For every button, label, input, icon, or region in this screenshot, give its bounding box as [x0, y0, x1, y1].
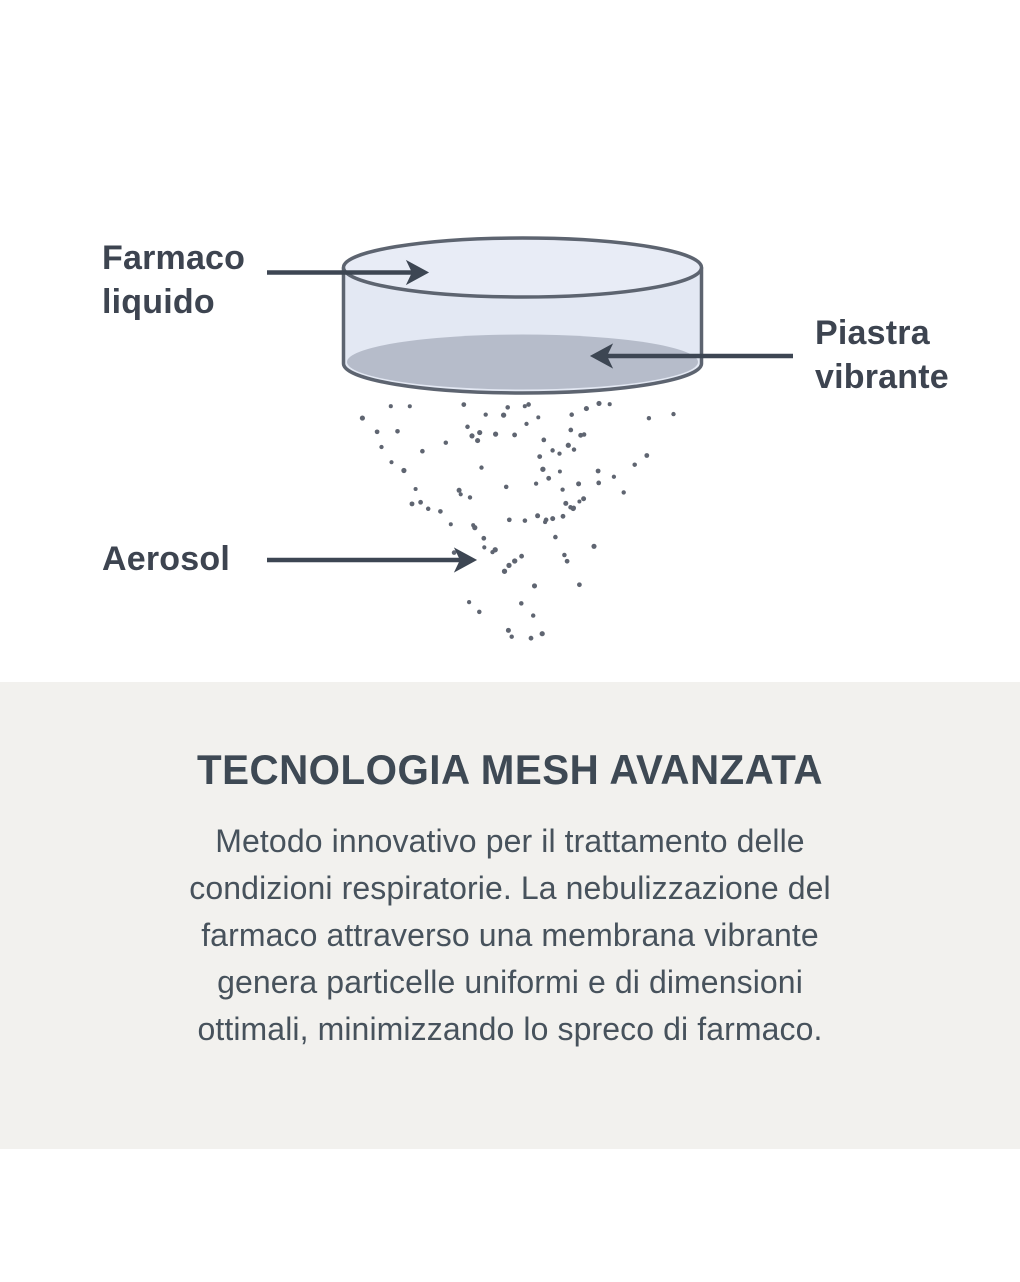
aerosol-dot — [469, 433, 474, 438]
aerosol-dot — [647, 416, 651, 420]
aerosol-dot — [475, 438, 480, 443]
liquid-drug-label-line2: liquido — [102, 283, 215, 321]
aerosol-dot — [481, 536, 486, 541]
aerosol-dot — [379, 445, 383, 449]
aerosol-dot — [426, 507, 431, 512]
aerosol-dot — [461, 402, 466, 407]
aerosol-dot — [596, 469, 601, 474]
aerosol-dot — [444, 440, 448, 444]
aerosol-dot — [543, 520, 547, 524]
aerosol-dot — [537, 454, 542, 459]
liquid-surface — [344, 238, 702, 297]
aerosol-dot — [408, 404, 412, 408]
vibrating-plate-label-line2: vibrante — [815, 358, 949, 396]
aerosol-dot — [410, 501, 415, 506]
aerosol-dot — [561, 514, 566, 519]
body-line: Metodo innovativo per il trattamento delle — [215, 823, 805, 859]
liquid-drug-label-line1: Farmaco — [102, 239, 246, 277]
aerosol-dot — [577, 500, 581, 504]
aerosol-dot — [576, 481, 581, 486]
body-line: farmaco attraverso una membrana vibrante — [201, 917, 819, 953]
aerosol-dot — [557, 451, 561, 455]
aerosol-dot — [479, 465, 483, 469]
aerosol-dot — [389, 404, 393, 408]
aerosol-dot — [596, 401, 601, 406]
aerosol-dot — [550, 516, 555, 521]
aerosol-dot — [414, 487, 418, 491]
aerosol-dot — [534, 481, 538, 485]
aerosol-dot — [572, 506, 576, 510]
liquid-drug-label — [102, 236, 245, 324]
aerosol-dot — [504, 485, 509, 490]
aerosol-dot — [418, 500, 423, 505]
aerosol-dot — [577, 582, 582, 587]
aerosol-dot — [493, 432, 498, 437]
aerosol-dot — [523, 404, 527, 408]
aerosol-dot — [553, 535, 558, 540]
aerosol-dot — [493, 547, 498, 552]
body-line: condizioni respiratorie. La nebulizzazione del — [189, 870, 831, 906]
aerosol-dot — [535, 513, 540, 518]
vibrating-plate-label — [815, 311, 949, 399]
aerosol-dot — [505, 405, 510, 410]
aerosol-dot — [581, 496, 586, 501]
aerosol-dot — [395, 429, 400, 434]
aerosol-dot — [572, 447, 576, 451]
aerosol-dot — [524, 422, 528, 426]
aerosol-arrow — [267, 549, 476, 572]
aerosol-dot — [568, 428, 573, 433]
aerosol-dot — [541, 438, 546, 443]
aerosol-dot — [596, 481, 601, 486]
aerosol-dot — [449, 522, 453, 526]
vibrating-plate-label-line1: Piastra — [815, 314, 930, 352]
aerosol-dot — [565, 559, 570, 564]
aerosol-dot — [420, 449, 425, 454]
aerosol-dot — [591, 544, 596, 549]
aerosol-dot — [529, 636, 534, 641]
aerosol-dot — [459, 492, 463, 496]
body-line: ottimali, minimizzando lo spreco di farmaco. — [197, 1011, 823, 1047]
aerosol-dot — [532, 583, 537, 588]
aerosol-dot — [477, 610, 482, 615]
aerosol-dot — [468, 495, 472, 499]
aerosol-dot — [531, 613, 535, 617]
aerosol-dot — [506, 563, 511, 568]
aerosol-dot — [506, 628, 511, 633]
aerosol-dot — [375, 429, 380, 434]
aerosol-dot — [584, 406, 589, 411]
aerosol-dot — [566, 443, 571, 448]
aerosol-dot — [526, 402, 531, 407]
aerosol-dot — [608, 402, 612, 406]
aerosol-dot — [519, 601, 524, 606]
aerosol-dot — [550, 448, 554, 452]
aerosol-dot — [457, 488, 462, 493]
aerosol-dot — [484, 412, 488, 416]
aerosol-dot — [536, 415, 540, 419]
aerosol-dot — [467, 600, 471, 604]
aerosol-dot — [438, 509, 443, 514]
panel-title: TECNOLOGIA MESH AVANZATA — [196, 746, 823, 793]
aerosol-dot — [512, 558, 517, 563]
aerosol-dot — [401, 468, 406, 473]
aerosol-dot — [671, 412, 675, 416]
aerosol-dot — [569, 412, 574, 417]
aerosol-dot — [501, 412, 506, 417]
aerosol-dot — [512, 432, 517, 437]
aerosol-dot — [582, 432, 587, 437]
aerosol-label-line1: Aerosol — [102, 540, 230, 578]
aerosol-dot — [507, 517, 512, 522]
vibrating-plate — [347, 335, 698, 390]
aerosol-dot — [509, 634, 513, 638]
aerosol-dot — [502, 569, 507, 574]
aerosol-label — [102, 537, 230, 581]
aerosol-dot — [644, 453, 649, 458]
aerosol-dots — [360, 401, 676, 641]
aerosol-dot — [540, 631, 545, 636]
aerosol-dot — [546, 476, 551, 481]
aerosol-dot — [477, 430, 482, 435]
aerosol-dot — [523, 518, 528, 523]
aerosol-dot — [612, 475, 616, 479]
body-line: genera particelle uniformi e di dimensioni — [217, 964, 803, 1000]
aerosol-dot — [519, 554, 524, 559]
aerosol-dot — [389, 460, 393, 464]
medication-cup — [344, 238, 702, 393]
aerosol-dot — [622, 490, 626, 494]
aerosol-dot — [632, 462, 637, 467]
aerosol-dot — [472, 525, 477, 530]
aerosol-dot — [482, 545, 486, 549]
aerosol-dot — [560, 487, 564, 491]
aerosol-dot — [360, 416, 365, 421]
aerosol-dot — [558, 470, 562, 474]
aerosol-dot — [563, 501, 568, 506]
aerosol-dot — [562, 553, 567, 558]
panel-body — [0, 818, 1020, 1053]
aerosol-dot — [465, 425, 470, 430]
aerosol-dot — [540, 467, 545, 472]
